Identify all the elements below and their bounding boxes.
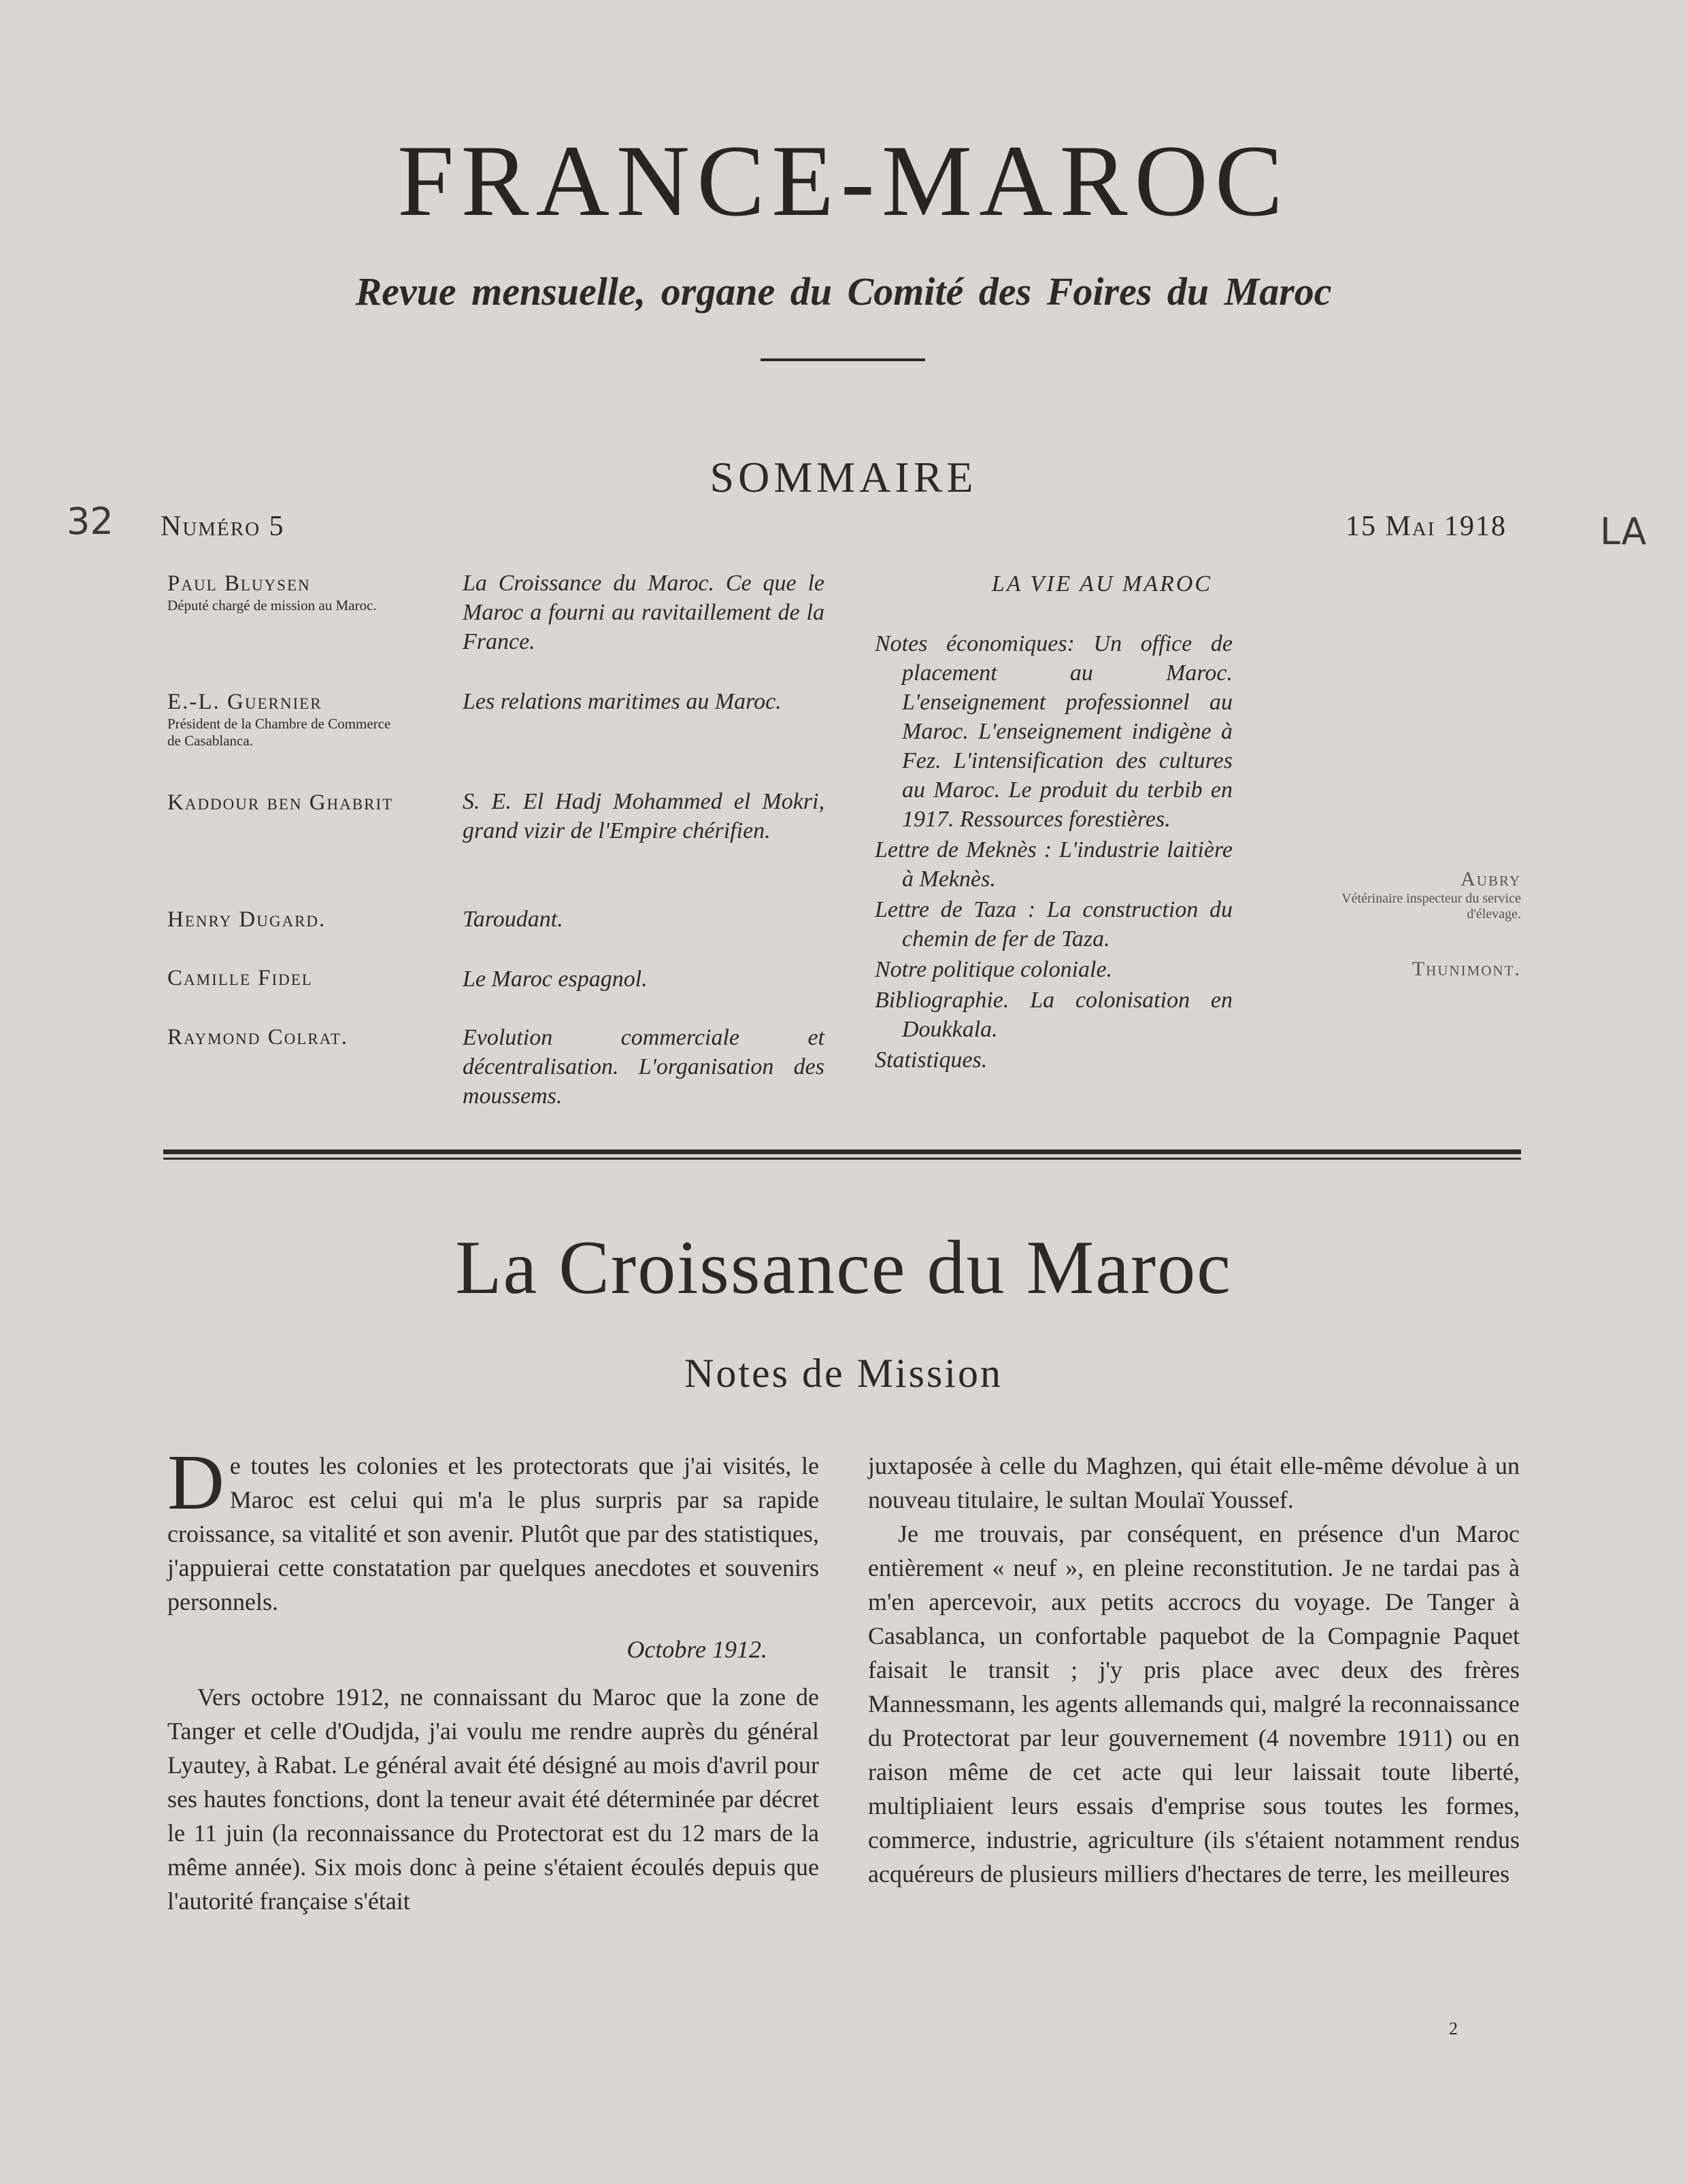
vie-au-maroc-list <box>875 629 1233 1076</box>
toc-author-name: Kaddour ben Ghabrit <box>167 790 394 815</box>
handwritten-annotation-left: 32 <box>67 500 114 543</box>
vie-item: Notre politique coloniale. <box>875 957 1113 982</box>
toc-article-title: La Croissance du Maroc. Ce que le Maroc a fourni au ravitaillement de la France. <box>463 571 824 654</box>
vie-author-entry <box>1317 868 1521 922</box>
vie-author-name: Thunimont. <box>1412 958 1521 980</box>
vie-item: Notes économiques: Un office de placement au Maroc. L'enseignement professionnel au Maroc. L'enseignement indigène à Fez. L'intensification des cultures au Maroc. Le produit du terbib en 1917. Ressources forestières. <box>875 631 1233 832</box>
vie-au-maroc-heading: LA VIE AU MAROC <box>991 571 1213 597</box>
short-divider <box>761 358 925 361</box>
toc-author-role: Député chargé de mission au Maroc. <box>167 597 377 614</box>
sommaire-heading: SOMMAIRE <box>709 453 978 501</box>
journal-title: FRANCE-MAROC <box>397 124 1290 237</box>
section-divider-thick <box>163 1149 1521 1154</box>
toc-author-name: Paul Bluysen <box>167 571 311 596</box>
toc-article-title: Le Maroc espagnol. <box>463 967 648 992</box>
toc-article-title: Evolution commerciale et décentralisation. L'organisation des moussems. <box>463 1025 824 1109</box>
article-column-right <box>868 1449 1520 1891</box>
section-divider-thin <box>163 1158 1521 1160</box>
article-paragraph: Je me trouvais, par conséquent, en présence d'un Maroc entièrement « neuf », en pleine reconstitution. Je ne tardai pas à m'en apercevoir, aux petits accrocs du voyage. De Tanger à Casablanca, un confortable paquebot de la Compagnie Paquet faisait le transit ; j'y pris place avec deux des frères Mannessmann, les agents allemands qui, malgré la reconnaissance du Protectorat par leur gouvernement (4 novembre 1911) ou en raison même de cet acte qui leur laissait toute liberté, multipliaient leurs essais d'emprise sous toutes les formes, commerce, industrie, agriculture (ils s'étaient notamment rendus acquéreurs de plusieurs milliers d'hectares de terre, les meilleures <box>868 1520 1520 1887</box>
handwritten-annotation-right: LA <box>1600 510 1647 553</box>
vie-author-role: Vétérinaire inspecteur du service d'élevage. <box>1341 891 1521 922</box>
drop-cap: D <box>167 1439 224 1526</box>
toc-author-role: Président de la Chambre de Commerce de Casablanca. <box>167 716 391 749</box>
toc-author-entry <box>167 570 439 614</box>
issue-date: 15 Mai 1918 <box>1346 511 1507 542</box>
paragraph-text: e toutes les colonies et les protectorats que j'ai visités, le Maroc est celui qui m'a le plus surpris par sa rapide croissance, sa vitalité et son avenir. Plutôt que par des statistiques, j'appuierai cette constatation par quelques anecdotes et souvenirs personnels. <box>167 1452 819 1615</box>
vie-author-name: Aubry <box>1460 868 1521 890</box>
journal-subtitle: Revue mensuelle, organe du Comité des Foires du Maroc <box>355 269 1332 314</box>
article-paragraph: juxtaposée à celle du Maghzen, qui était elle-même dévolue à un nouveau titulaire, le sultan Moulaï Youssef. <box>868 1452 1520 1513</box>
vie-item: Lettre de Meknès : L'industrie laitière à Meknès. <box>875 837 1233 892</box>
toc-author-entry <box>167 906 439 933</box>
article-subtitle: Notes de Mission <box>684 1351 1003 1396</box>
toc-author-entry <box>167 1024 439 1051</box>
toc-author-name: E.-L. Guernier <box>167 690 322 714</box>
vie-item: Statistiques. <box>875 1047 988 1073</box>
page-number: 2 <box>1449 2019 1458 2038</box>
article-paragraph: Vers octobre 1912, ne connaissant du Maroc que la zone de Tanger et celle d'Oudjda, j'ai voulu me rendre auprès du général Lyautey, à Rabat. Le général avait été désigné au mois d'avril pour ses hautes fonctions, dont la teneur avait été déterminée par décret le 11 juin (la reconnaissance du Protectorat est du 12 mars de la même année). Six mois donc à peine s'étaient écoulés depuis que l'autorité française s'était <box>167 1683 819 1915</box>
toc-author-name: Raymond Colrat. <box>167 1025 349 1049</box>
issue-number: Numéro 5 <box>161 511 285 542</box>
article-title: La Croissance du Maroc <box>455 1226 1232 1310</box>
vie-item: Lettre de Taza : La construction du chemin de fer de Taza. <box>875 897 1233 952</box>
toc-author-entry <box>167 688 439 750</box>
vie-author-entry <box>1317 958 1521 981</box>
vie-item: Bibliographie. La colonisation en Doukkala. <box>875 988 1233 1042</box>
toc-article-title: Taroudant. <box>463 907 563 932</box>
toc-author-name: Henry Dugard. <box>167 907 327 932</box>
dateline: Octobre 1912. <box>627 1636 767 1663</box>
toc-article-title: Les relations maritimes au Maroc. <box>463 689 782 714</box>
toc-author-entry <box>167 789 439 816</box>
toc-author-name: Camille Fidel <box>167 966 313 990</box>
toc-author-entry <box>167 964 439 992</box>
article-column-left <box>167 1439 819 1918</box>
article-paragraph <box>167 1439 819 1619</box>
toc-article-title: S. E. El Hadj Mohammed el Mokri, grand vizir de l'Empire chérifien. <box>463 789 824 843</box>
